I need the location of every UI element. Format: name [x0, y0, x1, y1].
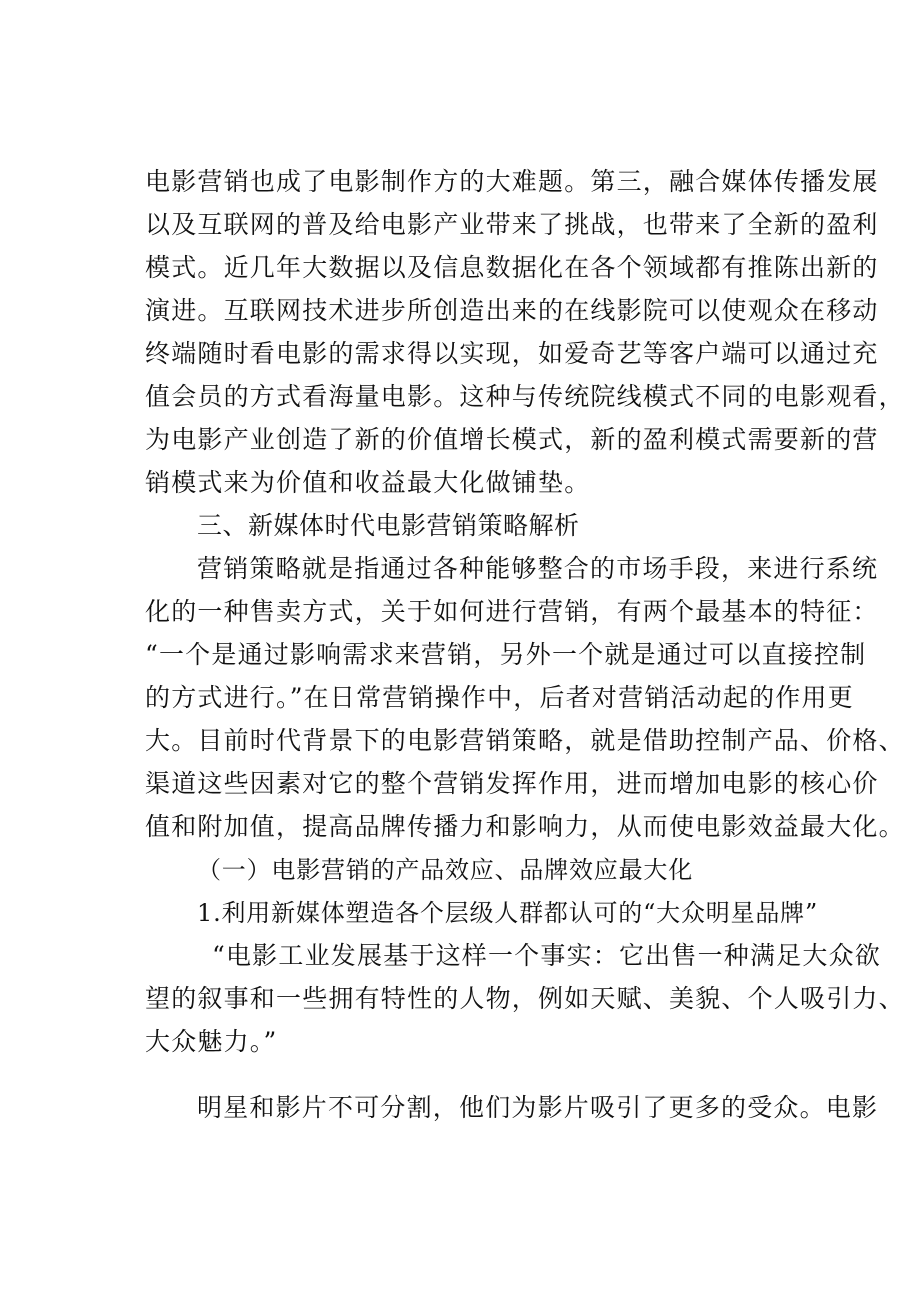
- subsubheading: 1.利用新媒体塑造各个层级人群都认可的“大众明星品牌”: [197, 899, 819, 927]
- quote-line-2: 望的叙事和一些拥有特性的人物，例如天赋、美貌、个人吸引力、: [145, 984, 905, 1013]
- paragraph-1-line-4: 演进。互联网技术进步所创造出来的在线影院可以使观众在移动: [145, 296, 879, 325]
- paragraph-1-line-2: 以及互联网的普及给电影产业带来了挑战，也带来了全新的盈利: [145, 210, 879, 239]
- paragraph-2-line-6: 渠道这些因素对它的整个营销发挥作用，进而增加电影的核心价: [145, 769, 879, 798]
- paragraph-1-line-7: 为电影产业创造了新的价值增长模式，新的盈利模式需要新的营: [145, 425, 879, 454]
- paragraph-3-line-1: 明星和影片不可分割，他们为影片吸引了更多的受众。电影: [197, 1093, 879, 1122]
- paragraph-2-line-3: “一个是通过影响需求来营销，另外一个就是通过可以直接控制: [145, 640, 867, 669]
- quote-line-1: “电影工业发展基于这样一个事实：它出售一种满足大众欲: [212, 941, 881, 970]
- subheading: （一）电影营销的产品效应、品牌效应最大化: [197, 856, 693, 884]
- paragraph-2-line-1: 营销策略就是指通过各种能够整合的市场手段，来进行系统: [197, 554, 879, 583]
- paragraph-2-line-2: 化的一种售卖方式，关于如何进行营销，有两个最基本的特征：: [145, 597, 879, 626]
- paragraph-2-line-7: 值和附加值，提高品牌传播力和影响力，从而使电影效益最大化。: [145, 812, 905, 841]
- section-heading: 三、新媒体时代电影营销策略解析: [197, 511, 580, 540]
- paragraph-2-line-5: 大。目前时代背景下的电影营销策略，就是借助控制产品、价格、: [145, 726, 905, 755]
- paragraph-2-line-4: 的方式进行。”在日常营销操作中，后者对营销活动起的作用更: [145, 683, 854, 712]
- paragraph-1-line-8: 销模式来为价值和收益最大化做铺垫。: [145, 468, 591, 497]
- paragraph-1-line-5: 终端随时看电影的需求得以实现，如爱奇艺等客户端可以通过充: [145, 339, 879, 368]
- paragraph-1-line-3: 模式。近几年大数据以及信息数据化在各个领域都有推陈出新的: [145, 253, 879, 282]
- quote-line-3: 大众魅力。”: [145, 1027, 278, 1056]
- paragraph-1-line-6: 值会员的方式看海量电影。这种与传统院线模式不同的电影观看，: [145, 382, 905, 411]
- paragraph-1-line-1: 电影营销也成了电影制作方的大难题。第三，融合媒体传播发展: [145, 167, 879, 196]
